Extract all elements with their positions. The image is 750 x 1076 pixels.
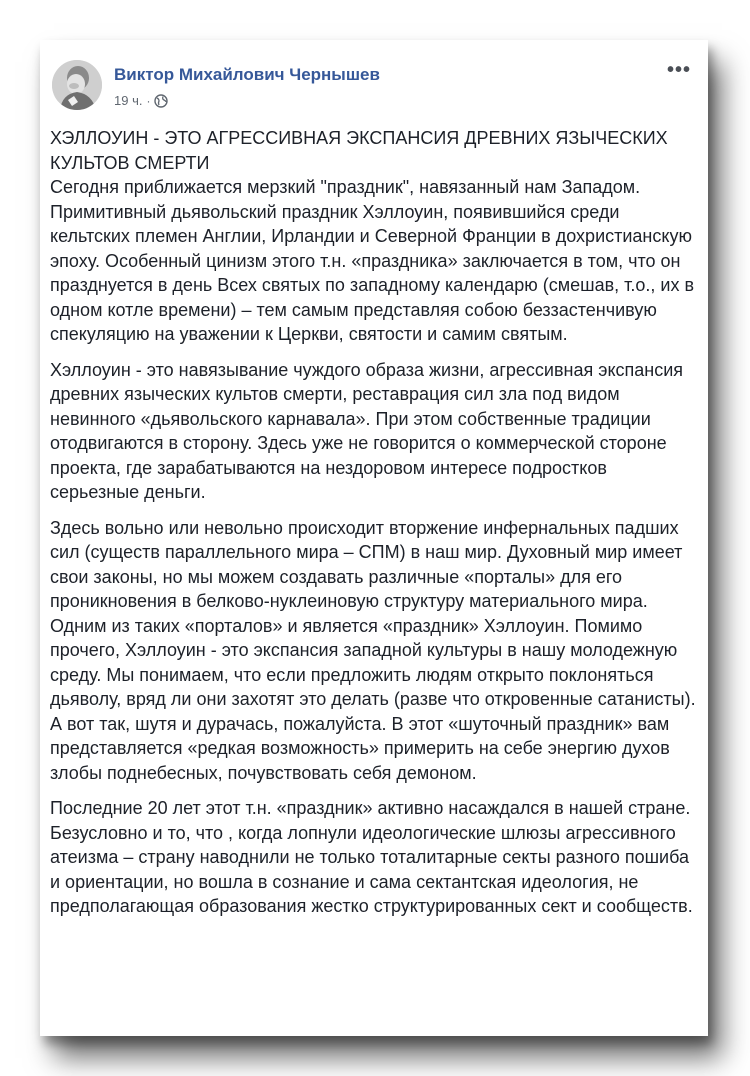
avatar-image: [52, 60, 102, 110]
more-options-icon[interactable]: •••: [666, 59, 691, 81]
author-name-link[interactable]: Виктор Михайлович Чернышев: [114, 65, 380, 84]
post-meta: [114, 93, 168, 108]
globe-icon[interactable]: [154, 94, 168, 108]
post-paragraph: Последние 20 лет этот т.н. «праздник» активно насаждался в нашей стране. Безусловно и то, что , когда лопнули идеологические шлюзы агрессивного атеизма – страну наводнили не только тоталитарные секты разного пошиба и ориентации, но вошла в сознание и сама сектантская идеология, не предполагающая образования жестко структурированных сект и сообществ.: [50, 798, 693, 916]
post-header: [50, 56, 698, 116]
avatar[interactable]: [52, 60, 102, 110]
post-headline: ХЭЛЛОУИН - ЭТО АГРЕССИВНАЯ ЭКСПАНСИЯ ДРЕВНИХ ЯЗЫЧЕСКИХ КУЛЬТОВ СМЕРТИ: [50, 128, 668, 173]
post-paragraph: Хэллоуин - это навязывание чуждого образа жизни, агрессивная экспансия древних языческих культов смерти, реставрация сил зла под видом невинного «дьявольского карнавала». При этом собственные традиции отодвигаются в сторону. Здесь уже не говорится о коммерческой стороне проекта, где зарабатываются на нездоровом интересе подростков серьезные деньги.: [50, 359, 684, 502]
facebook-post: [40, 40, 708, 1036]
post-paragraph: Сегодня приближается мерзкий "праздник", навязанный нам Западом. Примитивный дьявольский праздник Хэллоуин, появившийся среди кельтских племен Англии, Ирландии и Северной Франции в дохристианскую эпоху. Особенный цинизм этого т.н. «праздника» заключается в том, что он празднуется в день Всех святых по западному календарю (смешав, т.о., их в одном котле времени) – тем самым представляя собою беззастенчивую спекуляцию на уважении к Церкви, святости и самим святым.: [50, 177, 695, 344]
post-paragraph: Здесь вольно или невольно происходит вторжение инфернальных падших сил (существ параллельного мира – СПМ) в наш мир. Духовный мир имеет свои законы, но мы можем создавать различные «порталы» для его проникновения в белково-нуклеиновую структуру материального мира. Одним из таких «порталов» и является «праздник» Хэллоуин. Помимо прочего, Хэллоуин - это экспансия западной культуры в нашу молодежную среду. Мы понимаем, что если предложить людям открыто поклоняться дьяволу, вряд ли они захотят это делать (разве что откровенные сатанисты). А вот так, шутя и дурачась, пожалуйста. В этот «шуточный праздник» вам представляется «редкая возможность» примерить на себе энергию духов злобы поднебесных, почувствовать себя демоном.: [50, 517, 696, 783]
post-body: [50, 126, 700, 930]
meta-separator: ·: [146, 93, 151, 108]
post-timestamp[interactable]: 19 ч.: [114, 93, 143, 108]
